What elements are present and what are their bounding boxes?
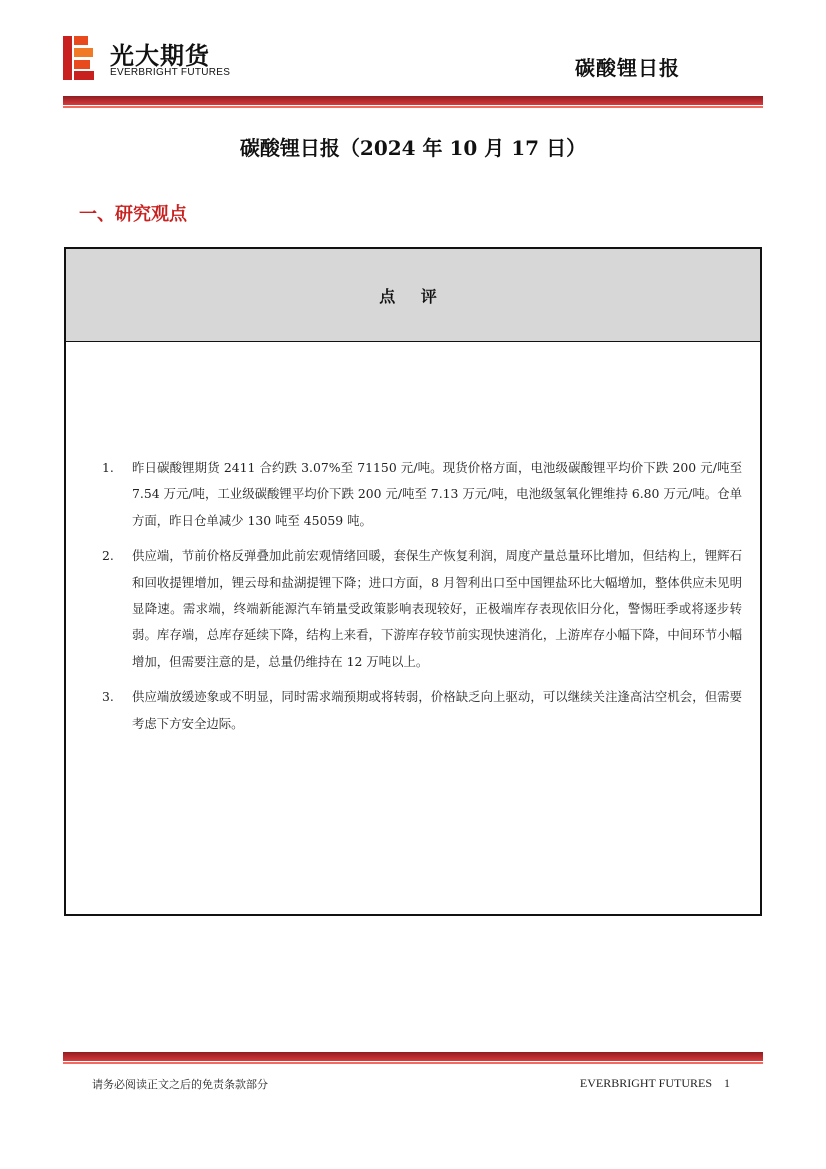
list-item-number: 2. [102, 548, 114, 564]
review-table [64, 247, 762, 916]
list-item [102, 543, 742, 675]
page-number: 1 [724, 1076, 730, 1090]
brand-name-cn: 光大期货 [110, 42, 210, 70]
header-report-name: 碳酸锂日报 [575, 56, 680, 80]
header-divider [63, 96, 763, 105]
footer-divider [63, 1052, 763, 1061]
list-item-text: 供应端，节前价格反弹叠加此前宏观情绪回暖，套保生产恢复利润，周度产量总量环比增加，但结构上，锂辉石和回收提锂增加，锂云母和盐湖提锂下降；进口方面，8 月智利出口至中国锂盐环比大幅增加，整体供应未见明显降速。需求端，终端新能源汽车销量受政策影响表现较好，正极端库存表现依旧分化，警惕旺季或将逐步转弱。库存端，总库存延续下降，结构上来看，下游库存较节前实现快速消化，上游库存小幅下降，中间环节小幅增加，但需要注意的是，总量仍维持在 12 万吨以上。 [132, 548, 742, 669]
list-item [102, 684, 742, 737]
brand-name-en: EVERBRIGHT FUTURES [110, 67, 231, 78]
list-item-number: 3. [102, 689, 114, 705]
review-points-list [102, 455, 742, 746]
footer-divider-line [63, 1062, 763, 1064]
document-title: 碳酸锂日报（2024 年 10 月 17 日） [239, 136, 587, 160]
list-item-text: 昨日碳酸锂期货 2411 合约跌 3.07%至 71150 元/吨。现货价格方面，电池级碳酸锂平均价下跌 200 元/吨至 7.54 万元/吨，工业级碳酸锂平均价下跌 200 元/吨至 7.13 万元/吨，电池级氢氧化锂维持 6.80 万元/吨。仓单方面，昨日仓单减少 130 吨至 45059 吨。 [132, 460, 742, 528]
everbright-logo-icon [63, 36, 97, 80]
header-divider-line [63, 106, 763, 108]
footer-company: EVERBRIGHT FUTURES [579, 1076, 712, 1090]
disclaimer-note: 请务必阅读正文之后的免责条款部分 [92, 1078, 268, 1091]
footer-right [580, 1076, 730, 1091]
list-item [102, 455, 742, 534]
review-table-header [66, 249, 760, 342]
list-item-text: 供应端放缓迹象或不明显，同时需求端预期或将转弱，价格缺乏向上驱动，可以继续关注逢高沽空机会，但需要考虑下方安全边际。 [132, 689, 742, 731]
review-header-label: 点 评 [379, 286, 447, 306]
section-heading: 一、研究观点 [79, 204, 187, 225]
list-item-number: 1. [102, 460, 114, 475]
